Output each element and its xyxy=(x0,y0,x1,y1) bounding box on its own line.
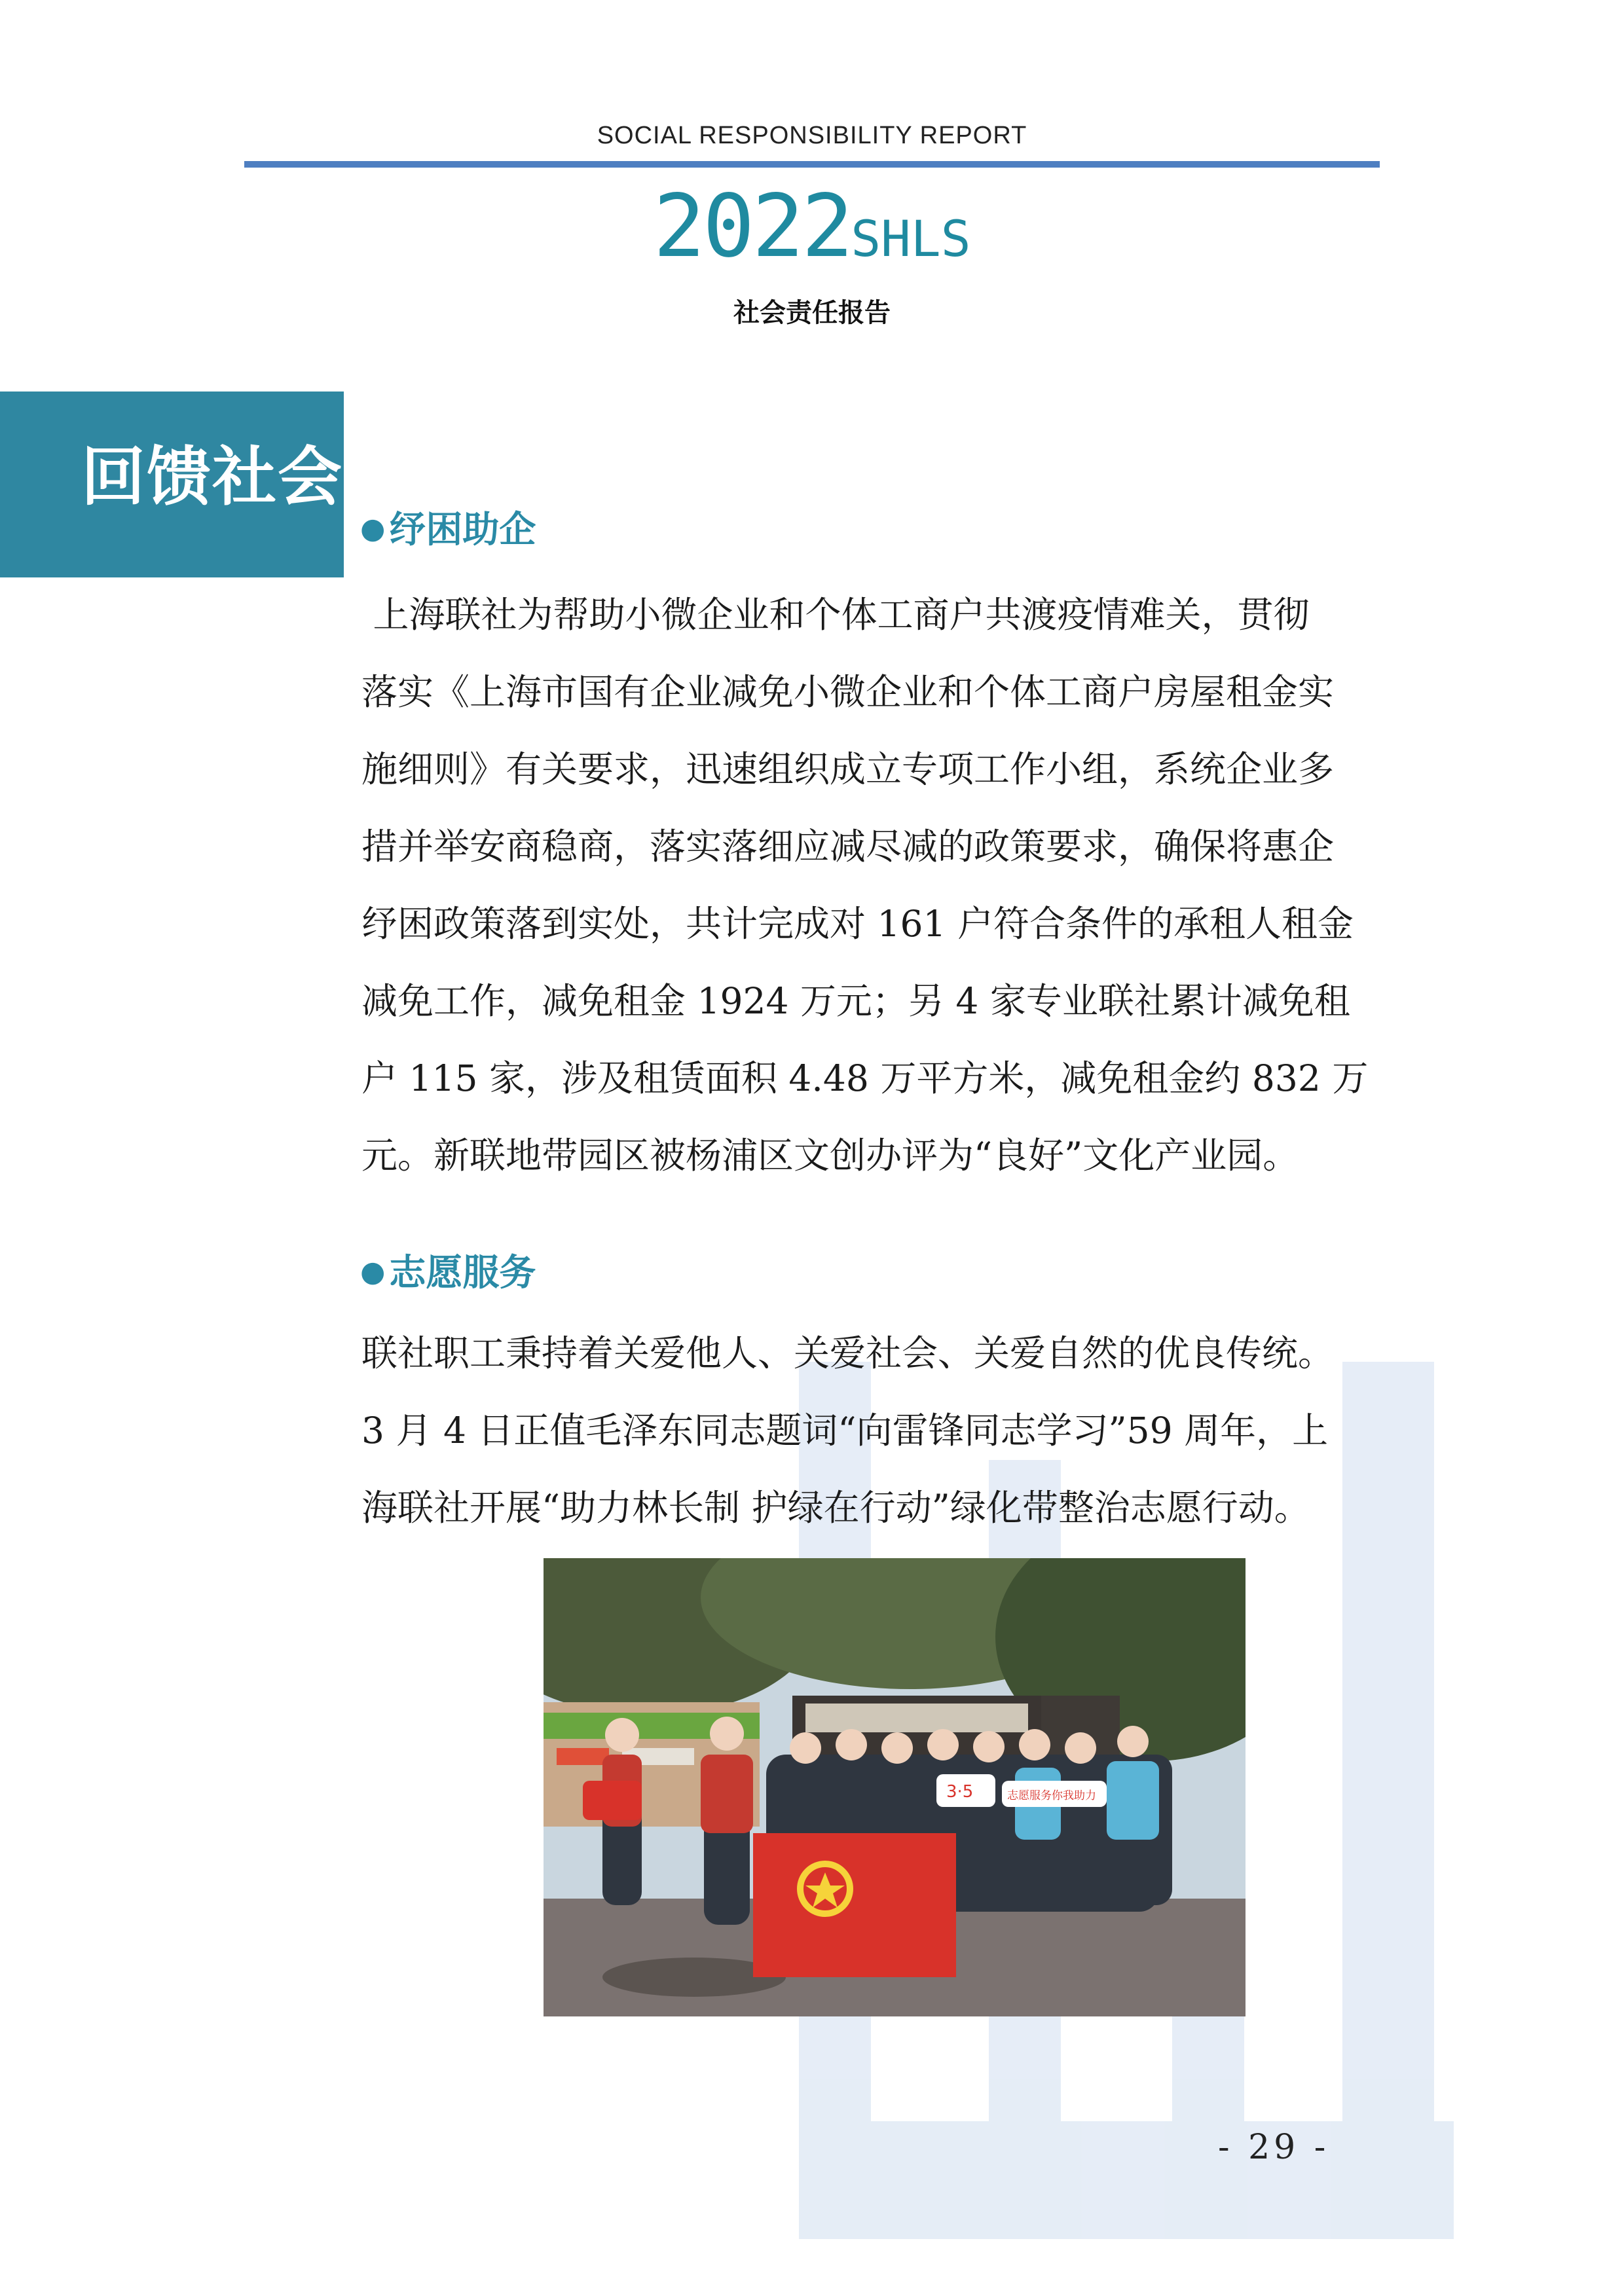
sign-text: 志愿服务你我助力 xyxy=(1007,1789,1096,1802)
section-heading-relief xyxy=(360,501,536,553)
year-number: 2022 xyxy=(653,176,851,277)
volunteer-photo xyxy=(544,1558,1246,2016)
report-subtitle: 社会责任报告 xyxy=(733,298,891,328)
flag-icon xyxy=(753,1833,956,1977)
report-header-label: SOCIAL RESPONSIBILITY REPORT xyxy=(597,122,1027,149)
relief-paragraph: 上海联社为帮助小微企业和个体工商户共渡疫情难关，贯彻 落实《上海市国有企业减免小微企业和个体工商户房屋租金实 施细则》有关要求，迅速组织成立专项工作小组，系统企业多 措并举安商稳商，落实落细应减尽减的政策要求，确保将惠企 纾困政策落到实处，共计完成对 161 户符合条件的承租人租金 减免工作，减免租金 1924 万元；另 4 家专业联社累计减免租 户 115 家，涉及租赁面积 4.48 万平方米，减免租金约 832 万 元。新联地带园区被杨浦区文创办评为“良好”文化产业园。 xyxy=(361,594,1369,1176)
bullet-icon: ● xyxy=(360,1255,386,1288)
section-heading-volunteer xyxy=(360,1244,536,1296)
volunteer-paragraph: 联社职工秉持着关爱他人、关爱社会、关爱自然的优良传统。 3 月 4 日正值毛泽东同志题词“向雷锋同志学习”59 周年，上 海联社开展“助力林长制 护绿在行动”绿化带整治志愿行动。 xyxy=(361,1332,1335,1529)
org-abbrev: SHLS xyxy=(851,210,971,268)
header-rule xyxy=(244,161,1380,168)
bullet-icon: ● xyxy=(360,512,386,545)
sign-text: 3·5 xyxy=(946,1782,974,1802)
report-year xyxy=(0,176,1624,277)
page-number: - 29 - xyxy=(1218,2128,1330,2167)
section-heading-text: 纾困助企 xyxy=(389,509,536,551)
section-tab-label: 回馈社会 xyxy=(81,440,344,515)
volunteer-photo-illustration xyxy=(544,1558,1246,2016)
section-heading-text: 志愿服务 xyxy=(389,1252,536,1294)
